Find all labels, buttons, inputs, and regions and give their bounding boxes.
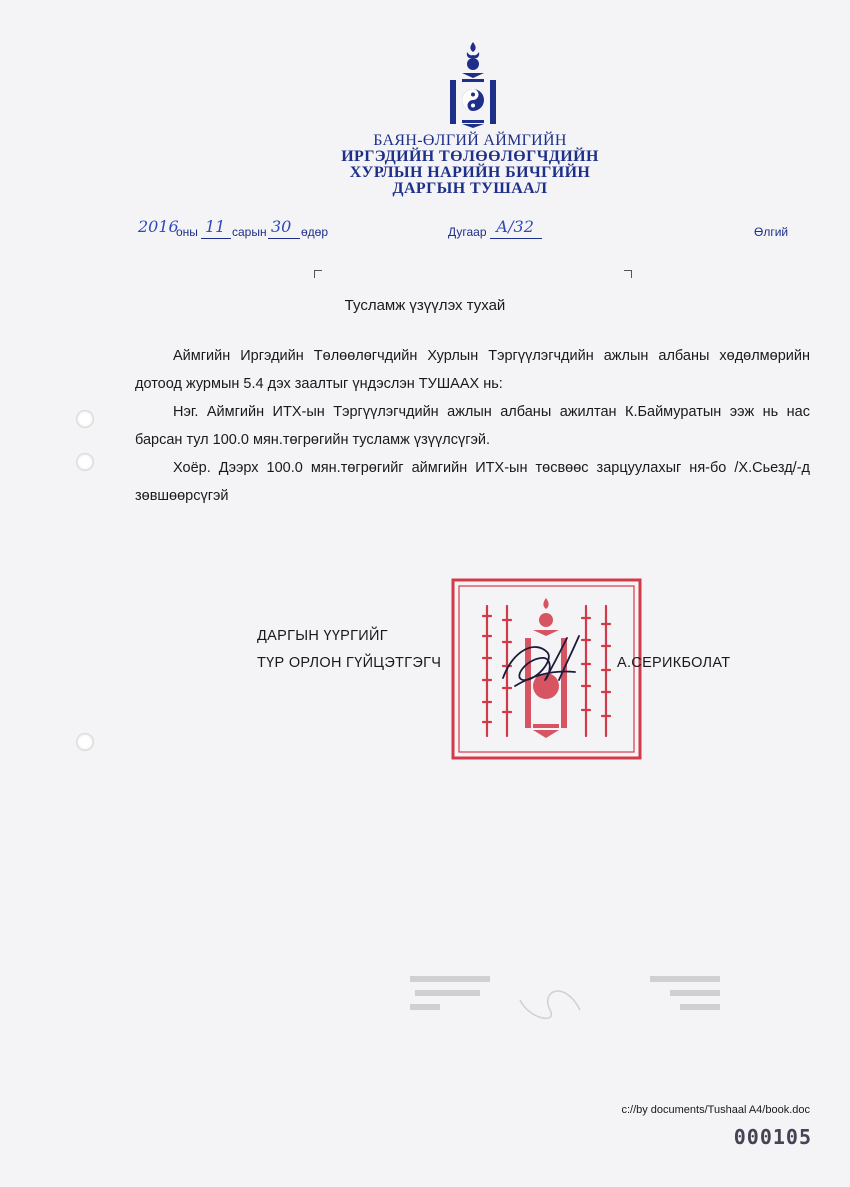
- body-paragraph-3: Хоёр. Дээрх 100.0 мян.төгрөгийг аймгийн ИТХ-ын төсвөөс зарцуулахыг ня-бо /Х.Сьезд/-д зөвшөөрсүгэй: [135, 460, 810, 504]
- place-name: Өлгий: [754, 225, 789, 239]
- month-label: сарын: [232, 225, 267, 239]
- signatory-title-line-2: ТҮР ОРЛОН ГҮЙЦЭТГЭГЧ: [257, 655, 442, 671]
- day-label: өдөр: [301, 225, 329, 239]
- file-path: c://by documents/Tushaal A4/book.doc: [621, 1104, 810, 1116]
- punch-hole: [76, 453, 94, 471]
- number-label: Дугаар: [448, 225, 487, 239]
- date-day: 30: [271, 217, 292, 236]
- bleed-through-icon: [370, 970, 730, 1030]
- body-paragraph-2: Нэг. Аймгийн ИТХ-ын Тэргүүлэгчдийн ажлын албаны ажилтан К.Баймуратын ээж нь нас барсан тул 100.0 мян.төгрөгийн тусламж үзүүлсүгэй.: [135, 404, 810, 448]
- document-number: А/32: [496, 217, 534, 236]
- archive-number: 000105: [733, 1125, 812, 1149]
- handwritten-signature-icon: [495, 630, 585, 700]
- date-month: 11: [205, 217, 226, 236]
- body-paragraph-1: Аймгийн Иргэдийн Төлөөлөгчдийн Хурлын Тэргүүлэгчдийн ажлын албаны хөдөлмөрийн дотоод журмын 5.4 дэх заалтыг үндэслэн ТУШААХ нь:: [135, 348, 810, 392]
- date-year: 2016: [138, 217, 179, 236]
- signatory-name: А.СЕРИКБОЛАТ: [617, 655, 731, 671]
- date-number-line: [0, 217, 850, 244]
- punch-hole: [76, 410, 94, 428]
- subject-corner-right: [624, 270, 632, 278]
- org-line-3: ХУРЛЫН НАРИЙН БИЧГИЙН: [349, 164, 591, 181]
- year-label: оны: [176, 225, 198, 239]
- signatory-title-line-1: ДАРГЫН ҮҮРГИЙГ: [257, 628, 388, 644]
- subject-corner-left: [314, 270, 322, 278]
- org-line-2: ИРГЭДИЙН ТӨЛӨӨЛӨГЧДИЙН: [341, 148, 599, 165]
- soyombo-emblem-icon: [448, 42, 498, 128]
- issuing-organization: [300, 133, 640, 197]
- subject-heading: Тусламж үзүүлэх тухай: [344, 297, 506, 314]
- document-body: [135, 342, 810, 510]
- org-line-1: БАЯН-ӨЛГИЙ АЙМГИЙН: [373, 132, 567, 149]
- punch-hole: [76, 733, 94, 751]
- document-type-title: ДАРГЫН ТУШААЛ: [392, 180, 548, 197]
